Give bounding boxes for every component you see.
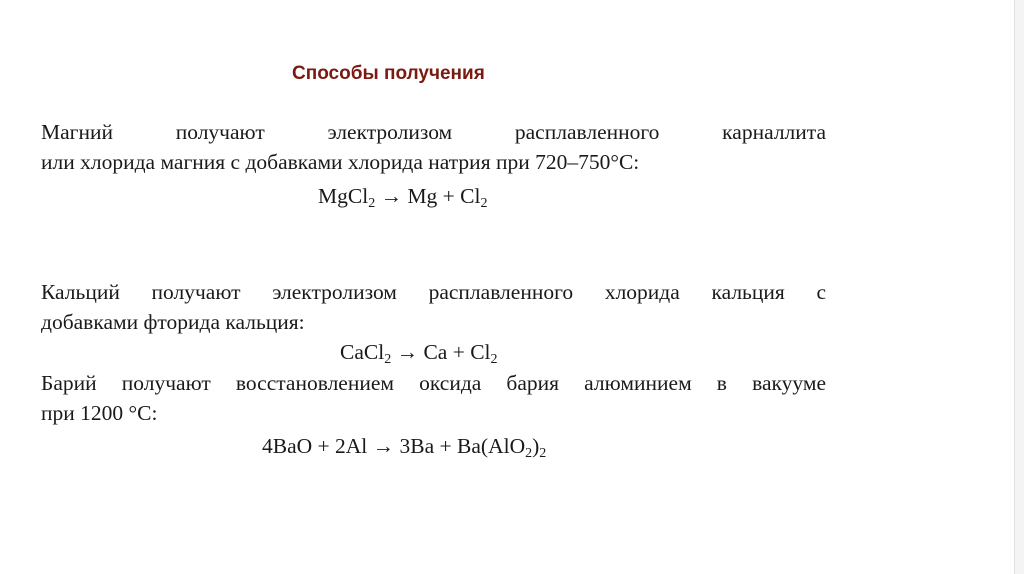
formula-part: MgCl bbox=[318, 184, 369, 208]
barium-paragraph bbox=[41, 368, 826, 428]
formula-subscript: 2 bbox=[490, 352, 498, 367]
formula-subscript: 2 bbox=[539, 446, 547, 461]
calcium-formula bbox=[340, 337, 498, 367]
barium-line-1: Барий получают восстановлением оксида бария алюминием в вакууме bbox=[41, 371, 826, 395]
formula-part: 4BaO + 2Al → 3Ba + Ba(AlO bbox=[262, 434, 526, 458]
calcium-line-2: добавками фторида кальция: bbox=[41, 310, 305, 334]
formula-part: CaCl bbox=[340, 340, 385, 364]
slide-title: Способы получения bbox=[292, 63, 485, 84]
formula-subscript: 2 bbox=[384, 352, 392, 367]
magnesium-paragraph bbox=[41, 117, 826, 177]
calcium-line-1: Кальций получают электролизом расплавленного хлорида кальция с bbox=[41, 280, 826, 304]
barium-line-2: при 1200 °C: bbox=[41, 401, 158, 425]
formula-subscript: 2 bbox=[480, 196, 488, 211]
calcium-paragraph bbox=[41, 277, 826, 337]
barium-formula bbox=[262, 431, 546, 461]
formula-subscript: 2 bbox=[368, 196, 376, 211]
magnesium-line-1: Магний получают электролизом расплавленного карналлита bbox=[41, 120, 826, 144]
formula-part: → Ca + Cl bbox=[391, 340, 491, 364]
formula-part: ) bbox=[532, 434, 540, 458]
magnesium-line-2: или хлорида магния с добавками хлорида натрия при 720–750°C: bbox=[41, 150, 640, 174]
side-scrollbar bbox=[1014, 0, 1024, 574]
formula-subscript: 2 bbox=[525, 446, 533, 461]
formula-part: → Mg + Cl bbox=[375, 184, 481, 208]
magnesium-formula bbox=[318, 181, 488, 211]
